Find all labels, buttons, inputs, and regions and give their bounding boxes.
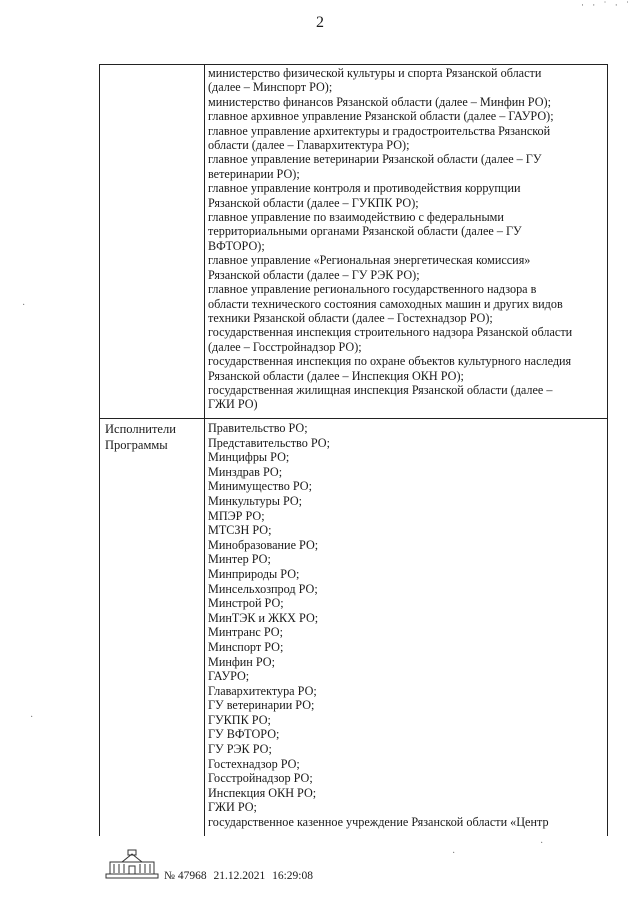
text-line: территориальными органами Рязанской области (далее – ГУ <box>208 224 522 239</box>
registration-stamp <box>164 870 317 882</box>
text-line: ГУ ветеринарии РО; <box>208 698 315 713</box>
text-line: ГУ РЭК РО; <box>208 742 272 757</box>
text-line: (далее – Госстройнадзор РО); <box>208 339 362 354</box>
text-line: государственная инспекция по охране объектов культурного наследия <box>208 354 572 369</box>
text-line: Минобразование РО; <box>208 537 319 552</box>
text-line: главное управление по взаимодействию с федеральными <box>208 210 504 225</box>
text-line: главное управление «Региональная энергетическая комиссия» <box>208 253 531 268</box>
table-cell-coordinators <box>208 66 606 412</box>
text-line: ГУКПК РО; <box>208 712 271 727</box>
scan-speck: · <box>540 838 544 849</box>
text-line: Минздрав РО; <box>208 464 283 479</box>
text-line: министерство финансов Рязанской области (далее – Минфин РО); <box>208 94 551 109</box>
table-cell-executors-label <box>105 421 201 453</box>
text-line: главное управление ветеринарии Рязанской области (далее – ГУ <box>208 152 542 167</box>
scan-speck: · <box>22 300 26 311</box>
scan-speck: · <box>30 712 34 723</box>
text-line: Минтранс РО; <box>208 625 283 640</box>
text-line: Минкультуры РО; <box>208 493 303 508</box>
text-line: Рязанской области (далее – Инспекция ОКН РО); <box>208 368 464 383</box>
text-line: государственная инспекция строительного надзора Рязанской области <box>208 325 573 340</box>
text-line: главное управление архитектуры и градостроительства Рязанской <box>208 123 551 138</box>
text-line: МинТЭК и ЖКХ РО; <box>208 610 319 625</box>
text-line: Минцифры РО; <box>208 450 290 465</box>
text-line: Минприроды РО; <box>208 566 300 581</box>
text-line: Главархитектура РО; <box>208 683 317 698</box>
table-row-divider <box>100 418 607 419</box>
scan-speck: · <box>452 848 456 859</box>
text-line: Минтер РО; <box>208 552 271 567</box>
registration-time: 16:29:08 <box>272 870 313 882</box>
text-line: области технического состояния самоходных машин и других видов <box>208 296 563 311</box>
text-line: Программы <box>105 438 168 452</box>
government-building-stamp-icon <box>104 848 160 880</box>
text-line: МПЭР РО; <box>208 508 265 523</box>
text-line: государственное казенное учреждение Рязанской области «Центр <box>208 815 549 830</box>
table-cell-executors-list <box>208 421 606 830</box>
text-line: ветеринарии РО); <box>208 166 300 181</box>
text-line: главное архивное управление Рязанской области (далее – ГАУРО); <box>208 109 554 124</box>
text-line: МТСЗН РО; <box>208 523 272 538</box>
text-line: Рязанской области (далее – ГУКПК РО); <box>208 195 419 210</box>
registration-number: № 47968 <box>164 870 207 882</box>
text-line: Минсельхозпрод РО; <box>208 581 318 596</box>
text-line: ГЖИ РО) <box>208 397 258 412</box>
text-line: Минимущество РО; <box>208 479 312 494</box>
text-line: Исполнители <box>105 422 176 436</box>
registration-date: 21.12.2021 <box>213 870 266 882</box>
text-line: техники Рязанской области (далее – Гостехнадзор РО); <box>208 310 493 325</box>
text-line: области (далее – Главархитектура РО); <box>208 138 410 153</box>
scan-noise: · · ˙ · ˙ <box>581 0 632 10</box>
text-line: главное управление контроля и противодействия коррупции <box>208 181 521 196</box>
text-line: Рязанской области (далее – ГУ РЭК РО); <box>208 267 420 282</box>
text-line: Минфин РО; <box>208 654 275 669</box>
text-line: Госстройнадзор РО; <box>208 771 313 786</box>
text-line: Минстрой РО; <box>208 596 284 611</box>
registration-footer <box>104 848 524 888</box>
table-column-divider <box>204 65 205 836</box>
text-line: главное управление регионального государственного надзора в <box>208 282 537 297</box>
page-number: 2 <box>316 14 324 31</box>
text-line: ГЖИ РО; <box>208 800 257 815</box>
text-line: ВФТОРО); <box>208 238 265 253</box>
text-line: Представительство РО; <box>208 435 330 450</box>
program-table <box>99 64 608 836</box>
text-line: государственная жилищная инспекция Рязанской области (далее – <box>208 382 553 397</box>
text-line: ГАУРО; <box>208 669 250 684</box>
text-line: министерство физической культуры и спорта Рязанской области <box>208 66 542 80</box>
text-line: Гостехнадзор РО; <box>208 756 300 771</box>
text-line: ГУ ВФТОРО; <box>208 727 280 742</box>
text-line: Правительство РО; <box>208 421 308 435</box>
text-line: Инспекция ОКН РО; <box>208 785 317 800</box>
text-line: (далее – Минспорт РО); <box>208 80 333 95</box>
text-line: Минспорт РО; <box>208 639 284 654</box>
